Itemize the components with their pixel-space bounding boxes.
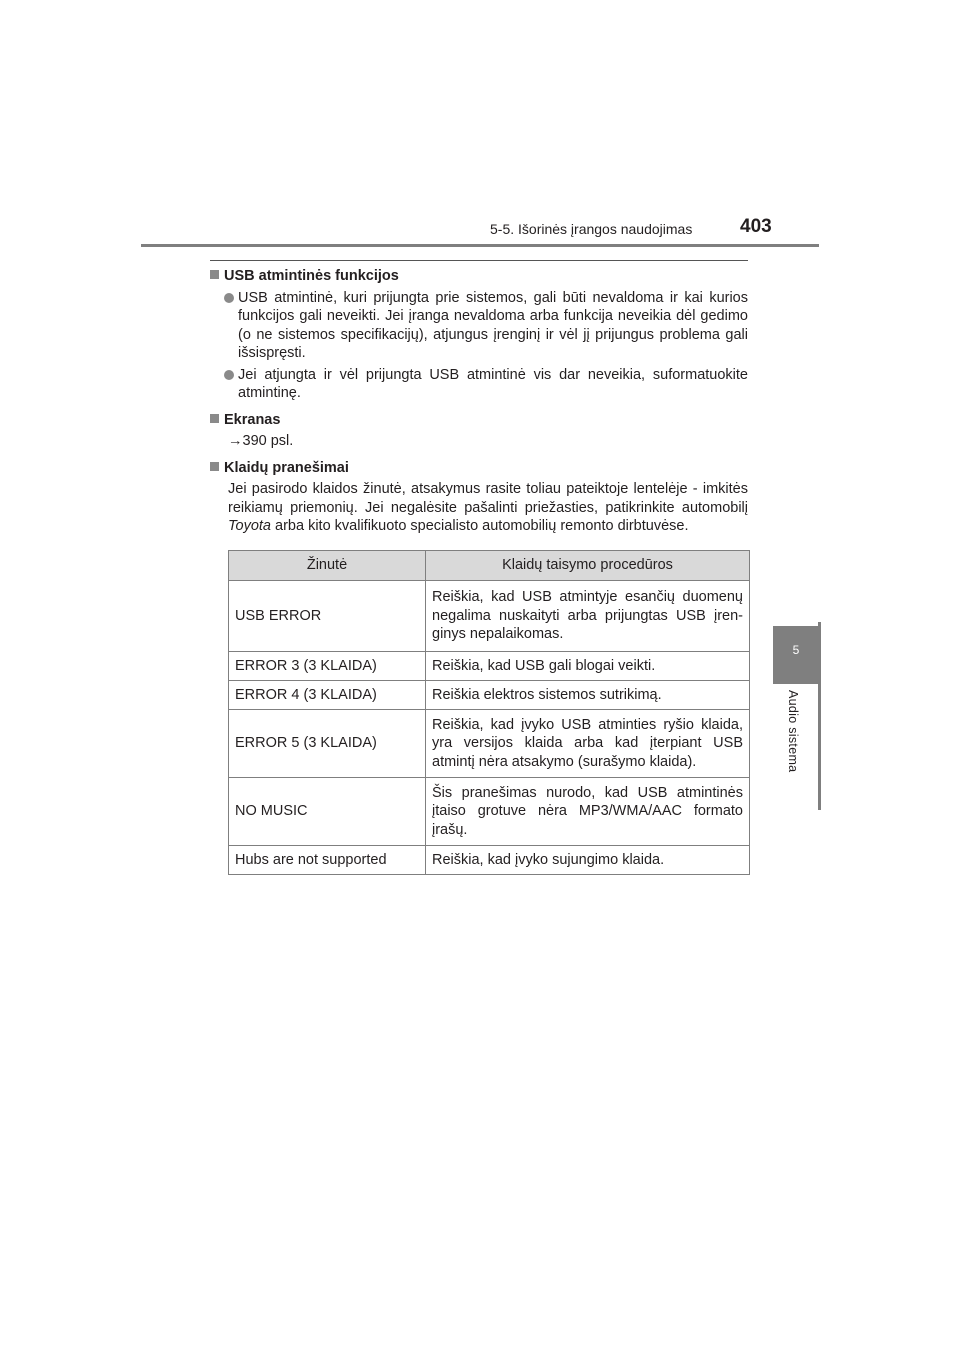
table-row <box>229 846 750 875</box>
table-row <box>229 681 750 710</box>
table-row <box>229 710 750 778</box>
chapter-tab <box>773 626 819 684</box>
table-row <box>229 778 750 846</box>
square-bullet-icon <box>210 270 219 279</box>
brand-name: Toyota <box>228 518 271 534</box>
usb-bullet-1: USB atmintinė, kuri prijungta prie sistemos, gali būti nevaldoma ir kai kurios funkcijos gali neveikti. Jei įranga nevaldoma arba funkcija neveikia dėl gedimo (o ne sistemos specifikacijų), atjungus įrenginį ir vėl jį prijungus problema gali išsispręsti. <box>210 289 748 363</box>
content-rule <box>210 260 748 261</box>
table-cell-message: NO MUSIC <box>229 778 426 846</box>
page-content <box>210 264 748 536</box>
table-cell-message: Hubs are not supported <box>229 846 426 875</box>
chapter-number: 5 <box>792 643 800 657</box>
page-number: 403 <box>740 216 772 237</box>
round-bullet-icon <box>224 293 234 303</box>
error-table <box>228 550 750 875</box>
table-cell-procedure: Reiškia elektros sistemos sutrikimą. <box>426 681 750 710</box>
section-title: 5-5. Išorinės įrangos naudojimas <box>490 221 693 237</box>
table-row <box>229 581 750 652</box>
table-row <box>229 652 750 681</box>
table-cell-message: ERROR 3 (3 KLAIDA) <box>229 652 426 681</box>
table-cell-procedure: Šis pranešimas nurodo, kad USB atmintinės įtaiso grotuve nėra MP3/WMA/AAC formato įrašų. <box>426 778 750 846</box>
table-cell-procedure: Reiškia, kad įvyko USB atminties ryšio klaida, yra versijos klaida arba kad įterpiant USB atmintį nėra atsakymo (surašymo klaida). <box>426 710 750 778</box>
table-header-procedure: Klaidų taisymo procedūros <box>426 551 750 581</box>
table-header-message: Žinutė <box>229 551 426 581</box>
table-cell-message: ERROR 4 (3 KLAIDA) <box>229 681 426 710</box>
table-cell-message: USB ERROR <box>229 581 426 652</box>
table-cell-message: ERROR 5 (3 KLAIDA) <box>229 710 426 778</box>
errors-heading: Klaidų pranešimai <box>210 459 748 478</box>
chapter-label: Audio sistema <box>786 690 800 773</box>
round-bullet-icon <box>224 370 234 380</box>
square-bullet-icon <box>210 414 219 423</box>
square-bullet-icon <box>210 462 219 471</box>
table-cell-procedure: Reiškia, kad įvyko sujungimo klaida. <box>426 846 750 875</box>
usb-heading: USB atmintinės funkcijos <box>210 267 748 286</box>
errors-intro: Jei pasirodo klaidos žinutė, atsakymus rasite toliau pateiktoje lentelėje - imkitės reikiamų priemonių. Jei negalėsite pašalinti priežasties, patikrinkite automobilį Toyota arba kito kvalifikuoto specialisto automobilių remonto dirbtuvėse. <box>228 481 748 534</box>
header-rule <box>141 244 819 247</box>
screen-reference: →390 psl. <box>228 433 294 449</box>
usb-bullet-2: Jei atjungta ir vėl prijungta USB atmintinė vis dar neveikia, suformatuokite atmintinę. <box>210 366 748 403</box>
table-cell-procedure: Reiškia, kad USB gali blogai veikti. <box>426 652 750 681</box>
screen-heading: Ekranas <box>210 411 748 430</box>
table-cell-procedure: Reiškia, kad USB atmintyje esančių duomenų negalima nuskaityti arba prijungtas USB įren-ginys nepalaikomas. <box>426 581 750 652</box>
